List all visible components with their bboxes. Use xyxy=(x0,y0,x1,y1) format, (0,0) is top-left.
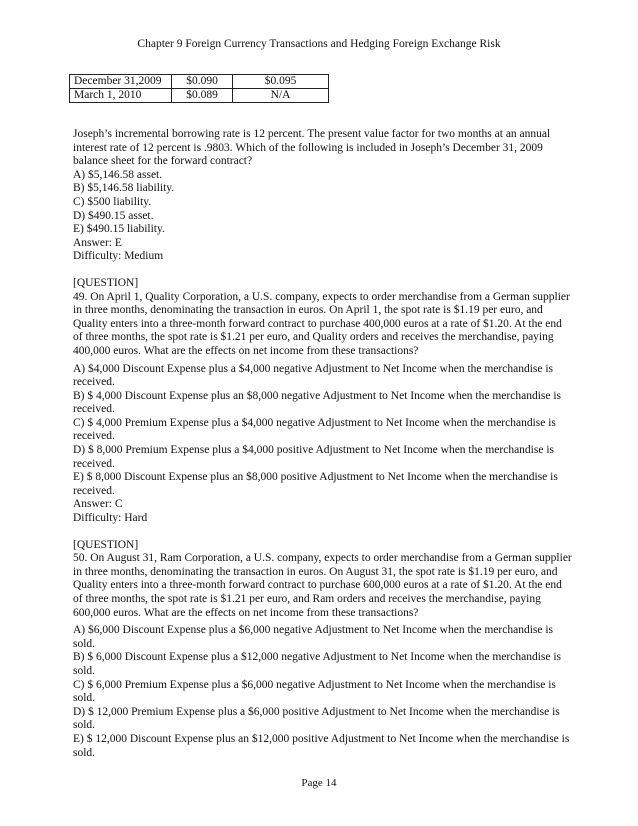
answer-option: A) $4,000 Discount Expense plus a $4,000 negative Adjustment to Net Income when the merchandise is received. xyxy=(73,362,554,389)
document-body xyxy=(73,128,573,760)
answer-option: C) $500 liability. xyxy=(73,195,152,208)
table-cell: N/A xyxy=(233,89,329,103)
table-cell: $0.095 xyxy=(233,75,329,89)
answer-option: D) $490.15 asset. xyxy=(73,209,154,222)
question-tag: [QUESTION] xyxy=(73,276,139,289)
answer-line: Answer: E xyxy=(73,236,122,249)
question-stem: 50. On August 31, Ram Corporation, a U.S. company, expects to order merchandise from a German supplier in three months, denominating the transaction in euros. On August 31, the spot rate is $1.19 per euro, and Quality enters into a three-month forward contract to purchase 600,000 euros at a rate of $1.20. At the end of three months, the spot rate is $1.21 per euro, and Ram orders and receives the merchandise, paying 600,000 euros. What are the effects on net income from these transactions? xyxy=(73,552,572,619)
table-cell: March 1, 2010 xyxy=(70,89,172,103)
table-cell: December 31,2009 xyxy=(70,75,172,89)
answer-option: B) $ 4,000 Discount Expense plus an $8,000 negative Adjustment to Net Income when the merchandise is received. xyxy=(73,389,562,416)
table-cell: $0.089 xyxy=(172,89,233,103)
table-cell: $0.090 xyxy=(172,75,233,89)
answer-option: B) $ 6,000 Discount Expense plus a $12,000 negative Adjustment to Net Income when the merchandise is sold. xyxy=(73,651,562,677)
answer-option: D) $ 8,000 Premium Expense plus a $4,000 positive Adjustment to Net Income when the merchandise is received. xyxy=(73,444,555,470)
question-stem: Joseph’s incremental borrowing rate is 12 percent. The present value factor for two months at an annual interest rate of 12 percent is .9803. Which of the following is included in Joseph’s December 31, 2009 balance sheet for the forward contract? xyxy=(73,128,551,168)
answer-line: Answer: C xyxy=(73,498,123,511)
answer-option: E) $490.15 liability. xyxy=(73,223,165,236)
answer-option: C) $ 4,000 Premium Expense plus a $4,000 negative Adjustment to Net Income when the merchandise is received. xyxy=(73,416,556,443)
answer-option: E) $ 12,000 Discount Expense plus an $12,000 positive Adjustment to Net Income when the merchandise is sold. xyxy=(73,732,570,759)
answer-option: A) $5,146.58 asset. xyxy=(73,168,163,181)
exchange-rate-table xyxy=(69,74,329,103)
page-header: Chapter 9 Foreign Currency Transactions and Hedging Foreign Exchange Risk xyxy=(137,38,501,50)
answer-option: E) $ 8,000 Discount Expense plus an $8,000 positive Adjustment to Net Income when the merchandise is received. xyxy=(73,471,558,497)
difficulty-line: Difficulty: Medium xyxy=(73,250,164,263)
question-stem: 49. On April 1, Quality Corporation, a U.S. company, expects to order merchandise from a German supplier in three months, denominating the transaction in euros. On April 1, the spot rate is $1.19 per euro, and Quality enters into a three-month forward contract to purchase 400,000 euros at a rate of $1.20. At the end of three months, the spot rate is $1.21 per euro, and Quality orders and receives the merchandise, paying 400,000 euros. What are the effects on net income from these transactions? xyxy=(73,290,570,357)
answer-option: D) $ 12,000 Premium Expense plus a $6,000 positive Adjustment to Net Income when the merchandise is sold. xyxy=(73,705,560,732)
answer-option: C) $ 6,000 Premium Expense plus a $6,000 negative Adjustment to Net Income when the merchandise is sold. xyxy=(73,678,556,705)
difficulty-line: Difficulty: Hard xyxy=(73,512,148,525)
answer-option: B) $5,146.58 liability. xyxy=(73,182,175,195)
question-tag: [QUESTION] xyxy=(73,538,139,551)
table-row xyxy=(70,89,329,103)
answer-option: A) $6,000 Discount Expense plus a $6,000 negative Adjustment to Net Income when the merchandise is sold. xyxy=(73,624,554,650)
table-row xyxy=(70,75,329,89)
page-number: Page 14 xyxy=(301,777,337,789)
